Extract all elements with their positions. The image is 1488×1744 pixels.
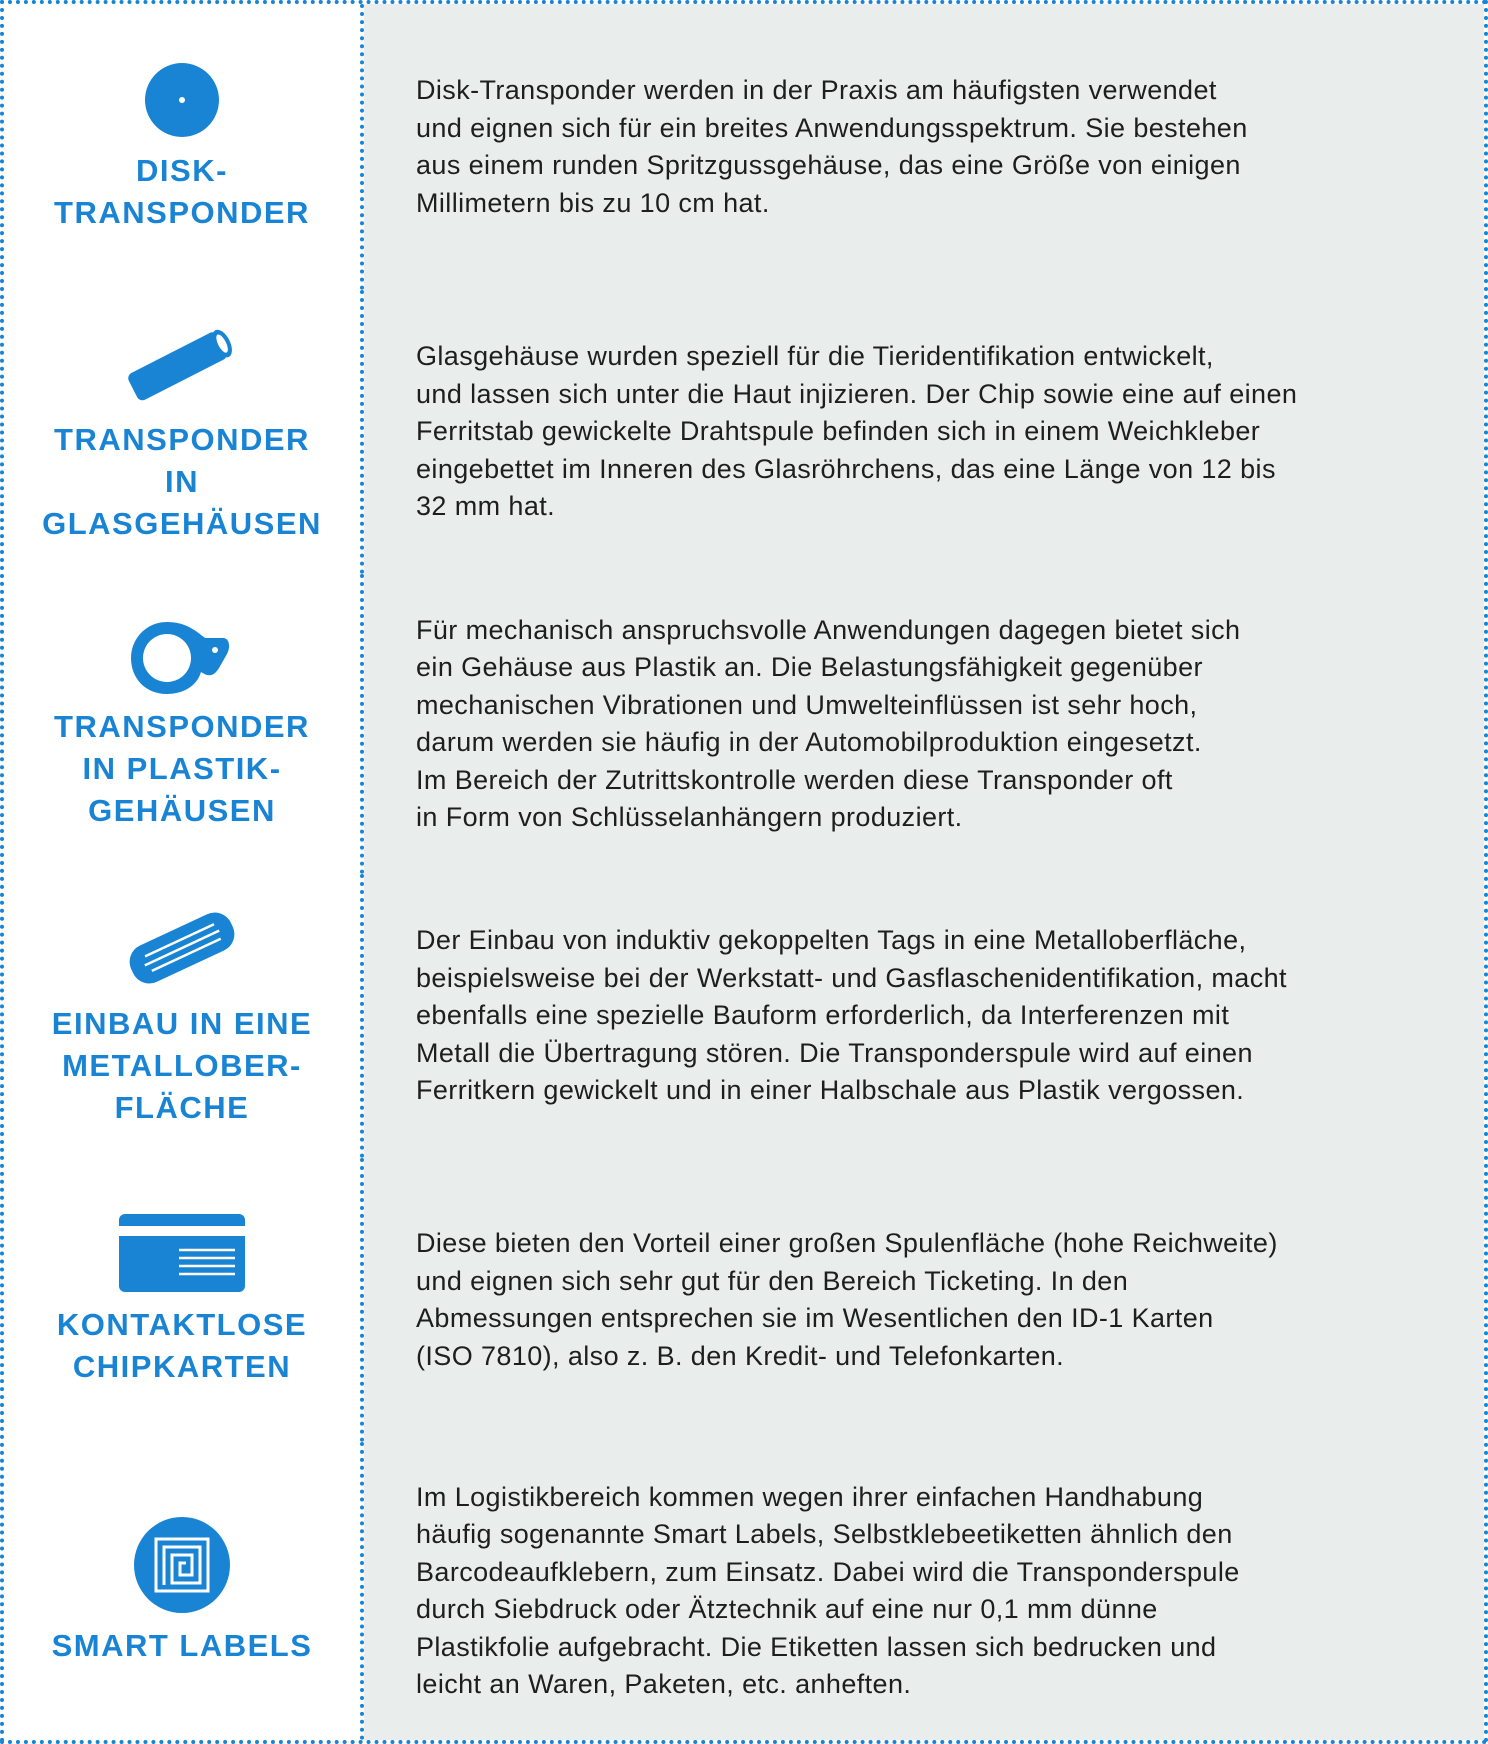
- row-title: SMART LABELS: [51, 1628, 313, 1663]
- row-title: TRANSPONDER IN PLASTIK- GEHÄUSEN: [54, 709, 310, 828]
- row-label-cell: [4, 1158, 364, 1442]
- chip-card-icon: [117, 1212, 247, 1294]
- row-label-cell: [4, 4, 364, 290]
- row-plastic-transponder: [4, 574, 1484, 878]
- row-description: Der Einbau von induktiv gekoppelten Tags in eine Metalloberfläche, beispielsweise bei der Werkstatt- und Gasflaschenidentifikation, macht ebenfalls eine spezielle Bauform erforderlich, da Interferenzen mit Metall die Übertragung stören. Die Transponderspule wird auf einen Ferritkern gewickelt und in einer Halbschale aus Plastik vergossen.: [416, 925, 1287, 1106]
- row-description: Für mechanisch anspruchsvolle Anwendungen dagegen bietet sich ein Gehäuse aus Plastik an. Die Belastungsfähigkeit gegenüber mechanischen Vibrationen und Umwelteinflüssen ist sehr hoch, darum werden sie häufig in der Automobilproduktion eingesetzt. Im Bereich der Zutrittskontrolle werden diese Transponder oft in Form von Schlüsselanhängern produziert.: [416, 614, 1241, 832]
- row-description: Glasgehäuse wurden speziell für die Tieridentifikation entwickelt, und lassen sich unter die Haut injizieren. Der Chip sowie eine auf einen Ferritstab gewickelte Drahtspule befinden sich in einem Weichkleber eingebettet im Inneren des Glasröhrchens, das eine Länge von 12 bis 32 mm hat.: [416, 341, 1298, 522]
- row-contactless-chipcard: [4, 1158, 1484, 1446]
- row-title: DISK- TRANSPONDER: [54, 153, 310, 230]
- glass-tube-icon: [117, 319, 247, 409]
- row-description-cell: [364, 874, 1484, 1158]
- row-description-cell: [364, 290, 1484, 574]
- row-description: Disk-Transponder werden in der Praxis am häufigsten verwendet und eignen sich für ein breites Anwendungsspektrum. Sie bestehen aus einem runden Spritzgussgehäuse, das eine Größe von einigen Millimetern bis zu 10 cm hat.: [416, 75, 1248, 218]
- row-label-cell: [4, 290, 364, 574]
- metal-mount-tag-icon: [117, 903, 247, 993]
- disc-icon: [142, 60, 222, 140]
- row-description-cell: [364, 4, 1484, 290]
- row-metal-surface-transponder: [4, 874, 1484, 1162]
- row-description-cell: [364, 1158, 1484, 1442]
- row-disk-transponder: [4, 4, 1484, 294]
- row-description-cell: [364, 1442, 1484, 1740]
- row-glass-transponder: [4, 290, 1484, 578]
- key-fob-icon: [127, 616, 237, 696]
- row-title: EINBAU IN EINE METALLOBER- FLÄCHE: [51, 1006, 313, 1125]
- row-title: KONTAKTLOSE CHIPKARTEN: [56, 1307, 308, 1384]
- row-label-cell: [4, 874, 364, 1158]
- row-label-cell: [4, 1442, 364, 1740]
- row-description: Diese bieten den Vorteil einer großen Spulenfläche (hohe Reichweite) und eignen sich sehr gut für den Bereich Ticketing. In den Abmessungen entsprechen sie im Wesentlichen den ID-1 Karten (ISO 7810), also z. B. den Kredit- und Telefonkarten.: [416, 1228, 1278, 1371]
- row-label-cell: [4, 574, 364, 874]
- row-smart-labels: [4, 1442, 1484, 1740]
- smart-label-icon: [132, 1515, 232, 1615]
- row-title: TRANSPONDER IN GLASGEHÄUSEN: [42, 422, 322, 541]
- row-description: Im Logistikbereich kommen wegen ihrer einfachen Handhabung häufig sogenannte Smart Labels, Selbstklebeetiketten ähnlich den Barcodeaufklebern, zum Einsatz. Dabei wird die Transponderspule durch Siebdruck oder Ätztechnik auf eine nur 0,1 mm dünne Plastikfolie aufgebracht. Die Etiketten lassen sich bedrucken und leicht an Waren, Paketen, etc. anheften.: [416, 1481, 1240, 1699]
- row-description-cell: [364, 574, 1484, 874]
